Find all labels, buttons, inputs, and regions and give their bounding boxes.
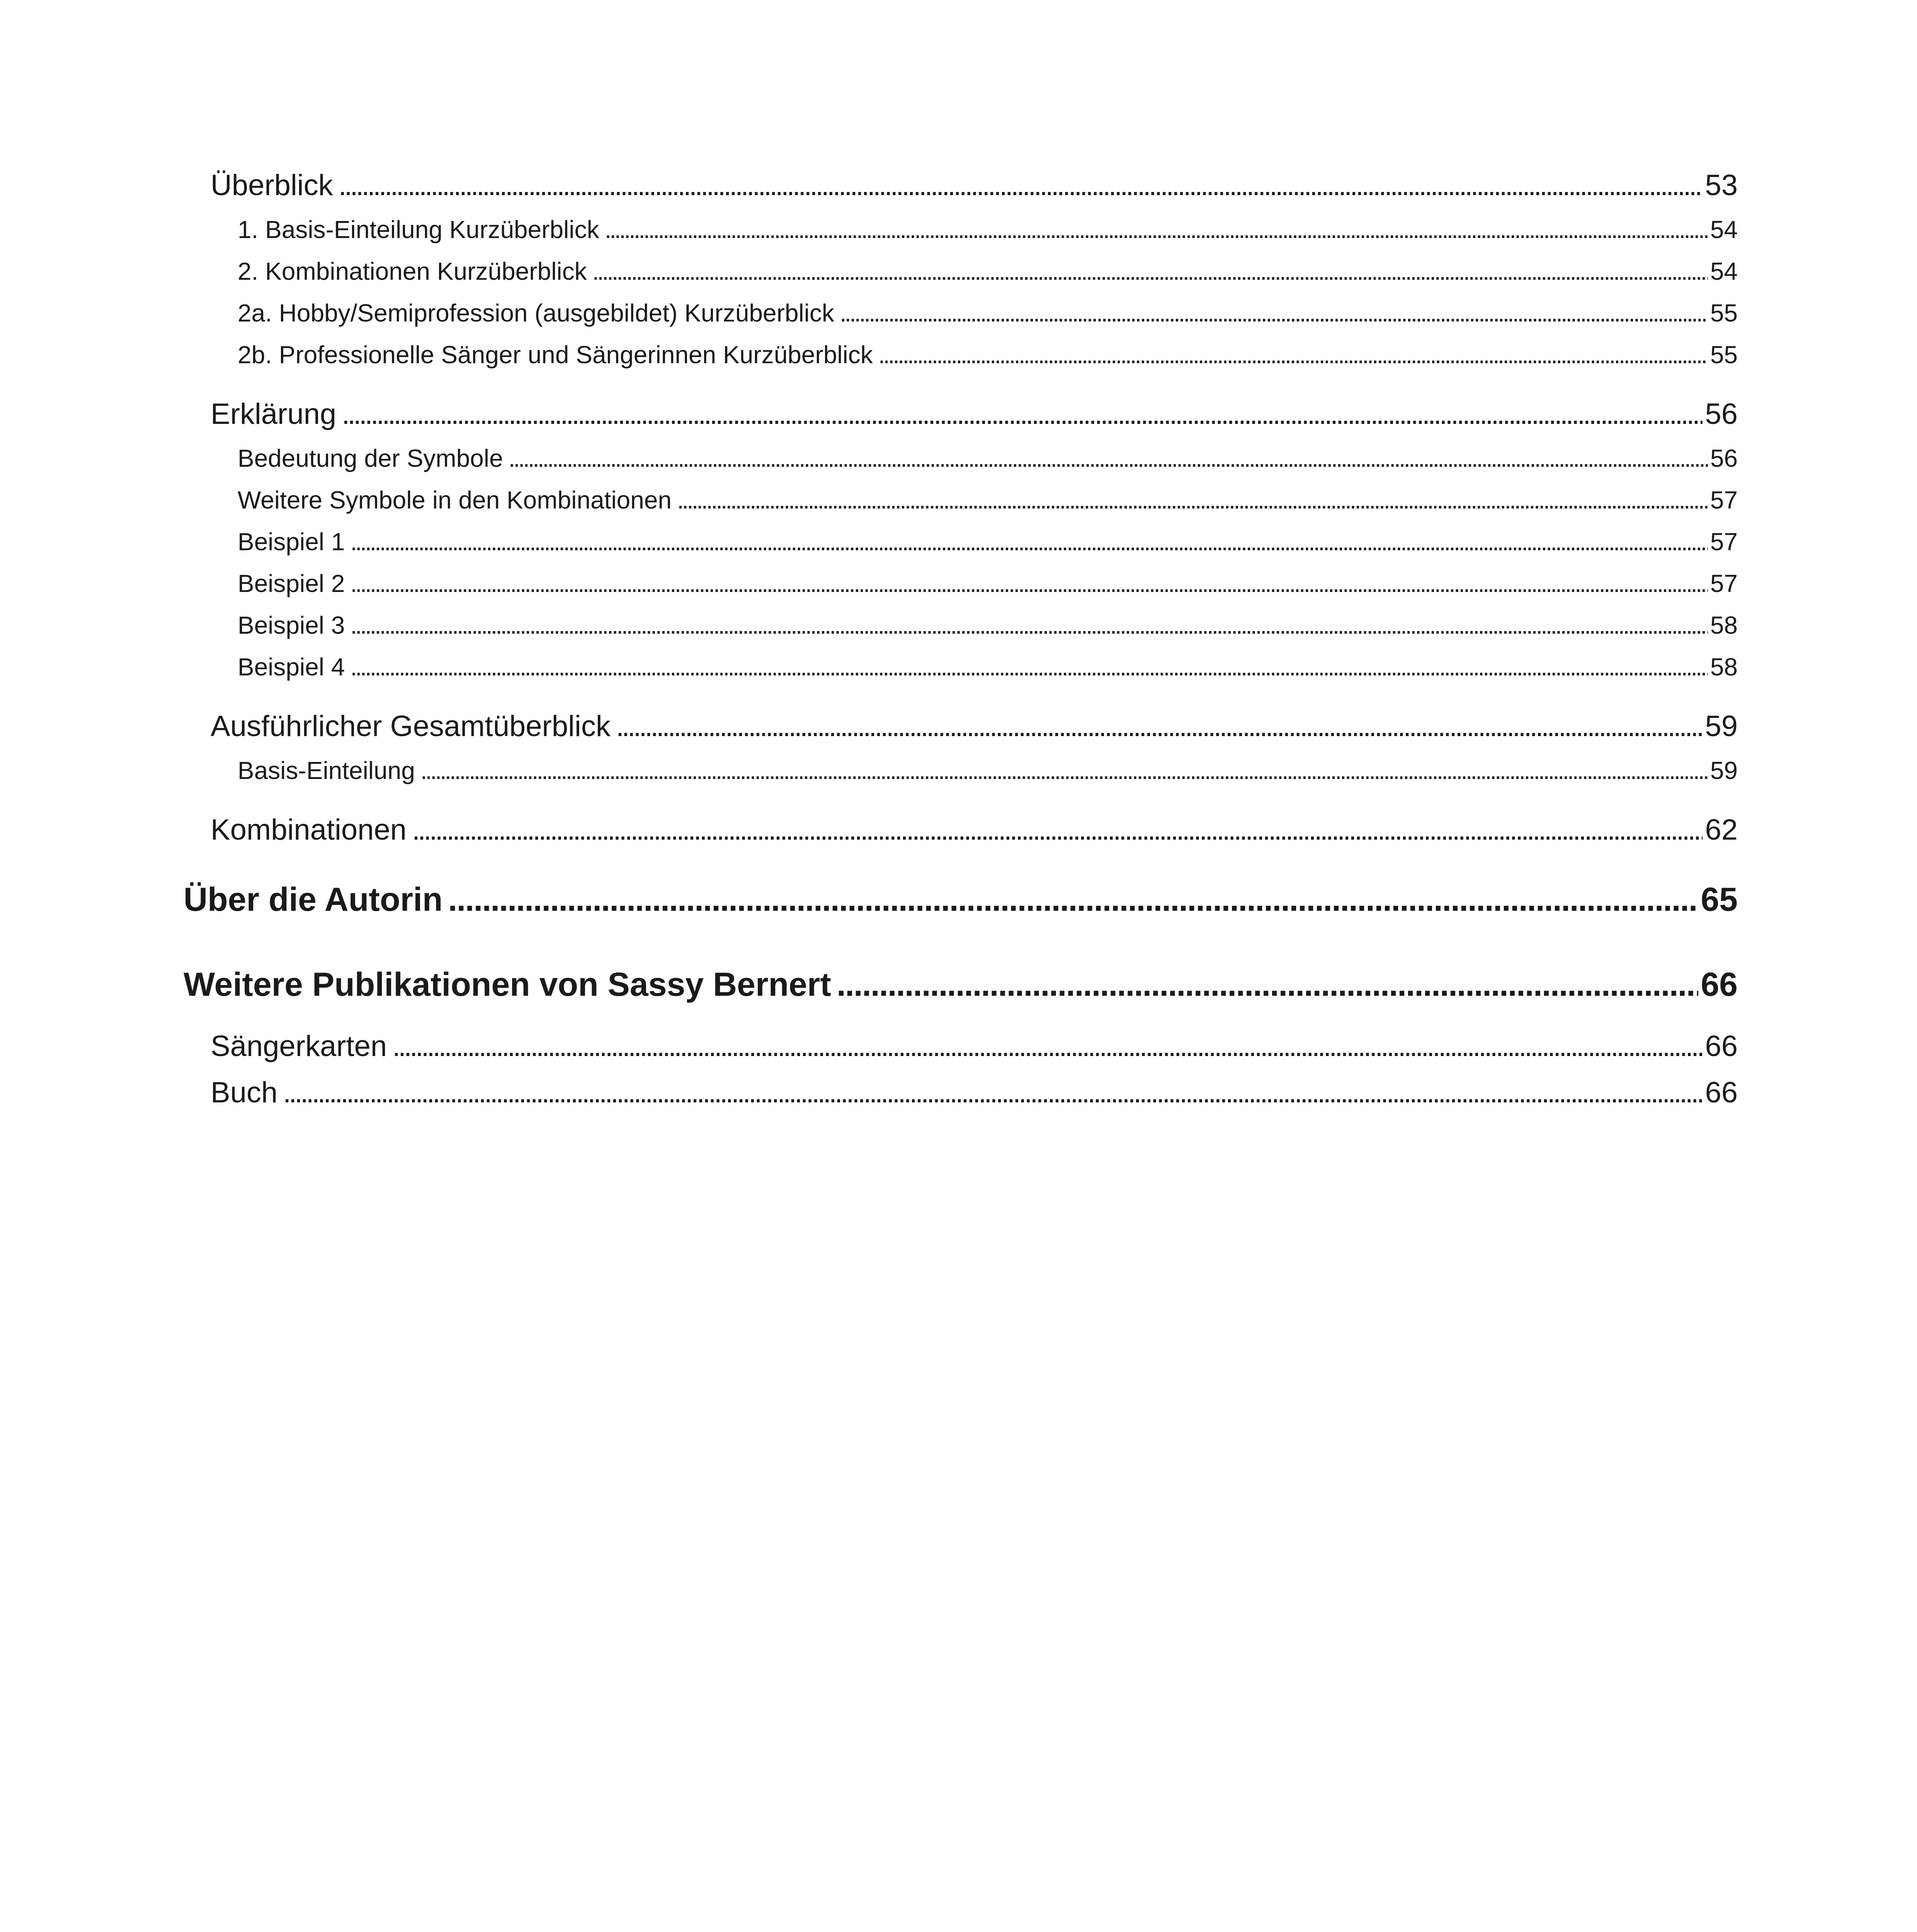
toc-entry-page: 57 xyxy=(1710,570,1738,597)
toc-entry-page: 54 xyxy=(1710,257,1738,285)
dot-leader xyxy=(350,521,1708,563)
toc-entry-title: Beispiel 4 xyxy=(238,653,345,681)
dot-leader xyxy=(350,646,1708,688)
toc-chapter-autorin[interactable] xyxy=(184,861,1738,938)
toc-entry-page: 58 xyxy=(1710,611,1738,639)
toc-entry-page: 56 xyxy=(1705,398,1738,430)
toc-entry-title: Bedeutung der Symbole xyxy=(238,444,503,472)
toc-entry-saengerkarten[interactable] xyxy=(184,1023,1738,1070)
toc-chapter-page: 66 xyxy=(1701,966,1738,1003)
dot-leader xyxy=(283,1070,1703,1116)
toc-entry-title: Buch xyxy=(211,1076,278,1109)
toc-entry-ueberblick[interactable] xyxy=(184,162,1738,209)
dot-leader xyxy=(840,292,1708,334)
toc-entry-title: Ausführlicher Gesamtüberblick xyxy=(211,710,611,743)
toc-subentry[interactable] xyxy=(184,250,1738,292)
toc-entry-title: Beispiel 2 xyxy=(238,570,345,597)
toc-entry-title: 2a. Hobby/Semiprofession (ausgebildet) Kurzüberblick xyxy=(238,299,834,327)
toc-entry-title: Erklärung xyxy=(211,398,337,430)
toc-chapter-page: 65 xyxy=(1701,881,1738,918)
toc-entry-page: 53 xyxy=(1705,169,1738,202)
toc-entry-title: Weitere Symbole in den Kombinationen xyxy=(238,486,672,514)
toc-entry-page: 54 xyxy=(1710,216,1738,243)
toc-subentry[interactable] xyxy=(184,604,1738,646)
dot-leader xyxy=(412,807,1703,853)
dot-leader xyxy=(677,479,1708,521)
toc-entry-page: 55 xyxy=(1710,299,1738,327)
toc-chapter-title: Weitere Publikationen von Sassy Bernert xyxy=(184,966,831,1003)
table-of-contents xyxy=(184,162,1738,1116)
toc-entry-page: 57 xyxy=(1710,486,1738,514)
toc-subentry[interactable] xyxy=(184,563,1738,604)
toc-subentry[interactable] xyxy=(184,334,1738,376)
toc-entry-page: 59 xyxy=(1710,757,1738,784)
toc-entry-title: 1. Basis-Einteilung Kurzüberblick xyxy=(238,216,599,243)
toc-entry-gesamtueberblick[interactable] xyxy=(184,703,1738,750)
dot-leader xyxy=(342,391,1703,437)
dot-leader xyxy=(350,563,1708,604)
dot-leader xyxy=(509,437,1708,479)
toc-subentry[interactable] xyxy=(184,479,1738,521)
toc-entry-page: 55 xyxy=(1710,341,1738,369)
toc-entry-title: Überblick xyxy=(211,169,333,202)
toc-entry-title: Sängerkarten xyxy=(211,1030,387,1063)
toc-entry-page: 56 xyxy=(1710,444,1738,472)
toc-entry-erklaerung[interactable] xyxy=(184,391,1738,437)
dot-leader xyxy=(837,946,1698,1023)
dot-leader xyxy=(350,604,1708,646)
toc-entry-page: 59 xyxy=(1705,710,1738,743)
toc-entry-title: Basis-Einteilung xyxy=(238,757,415,784)
toc-subentry[interactable] xyxy=(184,646,1738,688)
toc-entry-page: 57 xyxy=(1710,528,1738,556)
dot-leader xyxy=(592,250,1708,292)
toc-entry-title: Kombinationen xyxy=(211,813,407,846)
toc-chapter-title: Über die Autorin xyxy=(184,881,443,918)
dot-leader xyxy=(616,703,1703,750)
toc-entry-kombinationen[interactable] xyxy=(184,807,1738,853)
toc-subentry[interactable] xyxy=(184,292,1738,334)
dot-leader xyxy=(448,861,1699,938)
dot-leader xyxy=(338,162,1703,209)
toc-entry-title: 2b. Professionelle Sänger und Sängerinnen Kurzüberblick xyxy=(238,341,873,369)
dot-leader xyxy=(420,750,1708,791)
toc-entry-page: 58 xyxy=(1710,653,1738,681)
toc-subentry[interactable] xyxy=(184,437,1738,479)
toc-subentry[interactable] xyxy=(184,750,1738,791)
toc-subentry[interactable] xyxy=(184,521,1738,563)
toc-entry-buch[interactable] xyxy=(184,1070,1738,1116)
toc-entry-page: 66 xyxy=(1705,1030,1738,1063)
toc-entry-title: Beispiel 1 xyxy=(238,528,345,556)
toc-entry-title: 2. Kombinationen Kurzüberblick xyxy=(238,257,587,285)
toc-entry-page: 66 xyxy=(1705,1076,1738,1109)
toc-entry-page: 62 xyxy=(1705,813,1738,846)
toc-entry-title: Beispiel 3 xyxy=(238,611,345,639)
dot-leader xyxy=(878,334,1708,376)
dot-leader xyxy=(605,209,1708,250)
dot-leader xyxy=(392,1023,1703,1070)
toc-subentry[interactable] xyxy=(184,209,1738,250)
toc-chapter-publikationen[interactable] xyxy=(184,946,1738,1023)
